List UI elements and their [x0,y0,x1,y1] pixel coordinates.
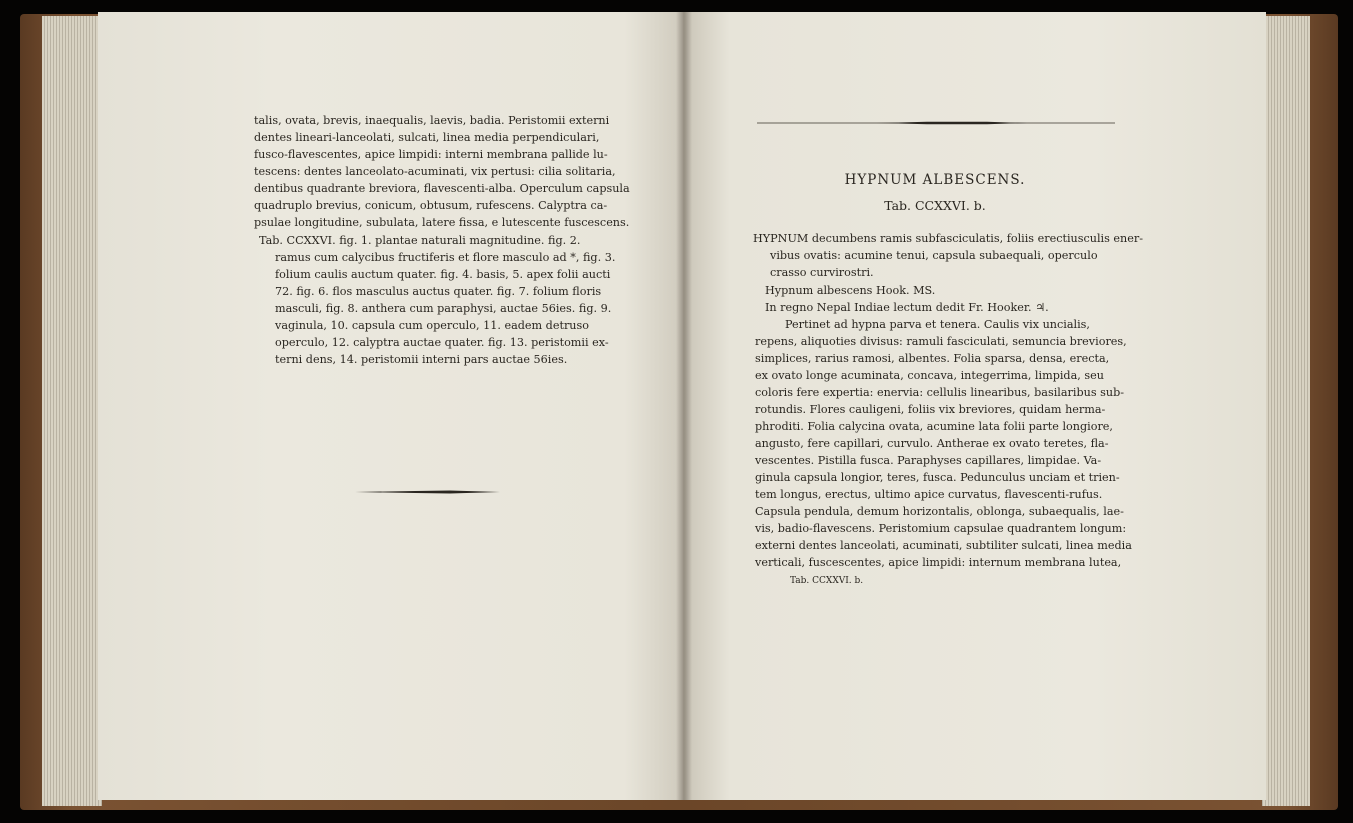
text-line: dentibus quadrante breviora, flavescenti-alba. Operculum capsula [254,182,630,195]
text-line: dentes lineari-lanceolati, sulcati, linea media perpendiculari, [254,131,600,144]
species-title: HYPNUM ALBESCENS. [844,172,1026,188]
explanation-line: masculi, fig. 8. anthera cum paraphysi, auctae 56ies. fig. 9. [275,302,612,315]
diagnosis-line: vibus ovatis: acumine tenui, capsula subaequali, operculo [770,249,1098,262]
book-gutter [676,12,692,800]
synonym-line: Hypnum albescens Hook. MS. [765,284,936,297]
description-line: rotundis. Flores cauligeni, foliis vix breviores, quidam herma- [755,403,1106,416]
description-line: angusto, fere capillari, curvulo. Antherae ex ovato teretes, fla- [755,437,1109,450]
text-line: quadruplo brevius, conicum, obtusum, rufescens. Calyptra ca- [254,199,608,212]
description-line: ex ovato longe acuminata, concava, integerrima, limpida, seu [755,369,1104,382]
header-rule-ornament [757,119,1115,127]
description-line: Pertinet ad hypna parva et tenera. Caulis vix uncialis, [785,318,1090,331]
description-line: Capsula pendula, demum horizontalis, oblonga, subaequalis, lae- [755,505,1124,518]
explanation-line: terni dens, 14. peristomii interni pars auctae 56ies. [275,353,568,366]
diagnosis-line: HYPNUM decumbens ramis subfasciculatis, foliis erectiusculis ener- [753,232,1143,245]
diagnosis-line: crasso curvirostri. [770,266,874,279]
description-line: externi dentes lanceolati, acuminati, subtiliter sulcati, linea media [755,539,1132,552]
explanation-line: folium caulis auctum quater. fig. 4. basis, 5. apex folii aucti [275,268,611,281]
page-edges-right [1262,16,1310,806]
description-line: ginula capsula longior, teres, fusca. Pedunculus unciam et trien- [755,471,1120,484]
explanation-line: vaginula, 10. capsula cum operculo, 11. eadem detruso [275,319,589,332]
page-edges-left [42,16,102,806]
text-line: talis, ovata, brevis, inaequalis, laevis, badia. Peristomii externi [254,114,610,127]
description-line: tem longus, erectus, ultimo apice curvatus, flavescenti-rufus. [755,488,1103,501]
text-line: psulae longitudine, subulata, latere fissa, e lutescente fuscescens. [254,216,630,229]
end-rule-ornament [355,488,500,496]
description-line: coloris fere expertia: enervia: cellulis linearibus, basilaribus sub- [755,386,1125,399]
description-line: phroditi. Folia calycina ovata, acumine lata folii parte longiore, [755,420,1113,433]
description-line: simplices, rarius ramosi, albentes. Folia sparsa, densa, erecta, [755,352,1110,365]
catchword: Tab. CCXXVI. b. [790,576,864,586]
description-line: repens, aliquoties divisus: ramuli fasciculati, semuncia breviores, [755,335,1127,348]
description-line: vis, badio-flavescens. Peristomium capsulae quadrantem longum: [755,522,1127,535]
description-line: verticali, fuscescentes, apice limpidi: internum membrana lutea, [755,556,1122,569]
locality-line: In regno Nepal Indiae lectum dedit Fr. Hooker. ♃. [765,301,1049,314]
explanation-line: ramus cum calycibus fructiferis et flore masculo ad *, fig. 3. [275,251,616,264]
description-line: vescentes. Pistilla fusca. Paraphyses capillares, limpidae. Va- [755,454,1102,467]
explanation-line: Tab. CCXXVI. fig. 1. plantae naturali magnitudine. fig. 2. [259,234,581,247]
explanation-line: operculo, 12. calyptra auctae quater. fig. 13. peristomii ex- [275,336,609,349]
text-line: tescens: dentes lanceolato-acuminati, vix pertusi: cilia solitaria, [254,165,616,178]
text-line: fusco-flavescentes, apice limpidi: interni membrana pallide lu- [254,148,608,161]
plate-number: Tab. CCXXVI. b. [884,198,986,213]
explanation-line: 72. fig. 6. flos masculus auctus quater. fig. 7. folium floris [275,285,602,298]
